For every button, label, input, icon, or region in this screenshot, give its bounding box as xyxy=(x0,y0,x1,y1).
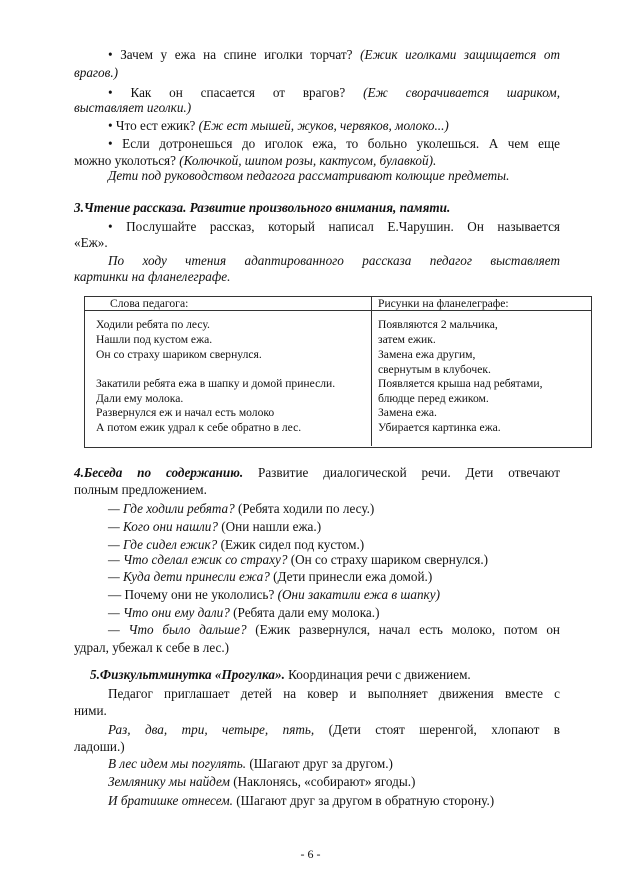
page-number: - 6 - xyxy=(300,847,321,861)
table-column-divider xyxy=(371,296,372,446)
intro-line xyxy=(74,99,560,116)
conversation-line xyxy=(108,685,560,702)
intro-line xyxy=(74,234,560,251)
conversation-line xyxy=(74,738,560,755)
conversation-line xyxy=(108,773,560,790)
text-run: Координация речи с движением. xyxy=(284,667,471,682)
text-run: В лес идем мы погулять. xyxy=(108,756,250,771)
table-cell: Убирается картинка ежа. xyxy=(378,421,501,434)
text-run: (Ребята ходили по лесу.) xyxy=(238,501,375,516)
text-run: • Если дотронешься до иголок ежа, то больно уколешься. А чем еще xyxy=(108,136,560,151)
conversation-line xyxy=(74,639,560,656)
text-run: (Колючкой, шипом розы, кактусом, булавкой). xyxy=(179,153,437,168)
text-run: (Они закатили ежа в шапку) xyxy=(277,587,440,602)
table-cell: А потом ежик удрал к себе обратно в лес. xyxy=(96,421,302,434)
text-run: • Что ест ежик? xyxy=(108,118,199,133)
text-run: «Еж». xyxy=(74,235,108,250)
text-run: Дети под руководством педагога рассматривают колющие предметы. xyxy=(108,168,510,183)
conversation-line xyxy=(108,721,560,738)
table-cell: Нашли под кустом ежа. xyxy=(96,333,213,346)
text-run: (Еж ест мышей, жуков, червяков, молоко...) xyxy=(198,118,449,133)
text-run: Педагог приглашает детей на ковер и выполняет движения вместе с xyxy=(108,686,560,701)
intro-line xyxy=(108,252,560,269)
table-cell: Замена ежа. xyxy=(378,406,437,419)
text-run: — Что они ему дали? xyxy=(108,605,234,620)
table-cell: Ходили ребята по лесу. xyxy=(96,318,210,331)
text-run: • Как он спасается от врагов? xyxy=(108,85,364,100)
table-header-teacher: Слова педагога: xyxy=(110,297,189,310)
text-run: — Где сидел ежик? xyxy=(108,537,221,552)
table-cell: Развернулся еж и начал есть молоко xyxy=(96,406,275,419)
text-run: — Кого они нашли? xyxy=(108,519,222,534)
text-run: (Ежик развернулся, начал есть молоко, потом он xyxy=(255,622,560,637)
table-cell: блюдце перед ежиком. xyxy=(378,392,489,405)
conversation-line xyxy=(74,702,560,719)
text-run: • Послушайте рассказ, который написал Е.Чарушин. Он называется xyxy=(108,219,560,234)
intro-line xyxy=(108,135,560,152)
text-run: — Почему они не укололись? xyxy=(108,587,278,602)
text-run: врагов.) xyxy=(74,65,119,80)
table-header-board: Рисунки на фланелеграфе: xyxy=(378,297,509,310)
intro-line xyxy=(74,268,560,285)
text-run: • Зачем у ежа на спине иголки торчат? xyxy=(108,47,361,62)
text-run: картинки на фланелеграфе. xyxy=(74,269,231,284)
text-run: выставляет иголки.) xyxy=(74,100,192,115)
intro-line xyxy=(108,117,560,134)
text-run: (Шагают друг за другом в обратную сторону.) xyxy=(236,793,495,808)
text-run: 5.Физкультминутка «Прогулка». xyxy=(90,667,285,682)
intro-line xyxy=(74,199,560,216)
conversation-line xyxy=(108,551,560,568)
table-cell: Закатили ребята ежа в шапку и домой принесли. xyxy=(96,377,336,390)
intro-line xyxy=(74,64,560,81)
conversation-line xyxy=(108,604,560,621)
text-run: ладоши.) xyxy=(74,739,125,754)
conversation-line xyxy=(108,568,560,585)
conversation-line xyxy=(74,481,560,498)
table-cell: затем ежик. xyxy=(378,333,436,346)
text-run: И братишке отнесем. xyxy=(108,793,237,808)
text-run: (Еж сворачивается шариком, xyxy=(363,85,560,100)
conversation-line xyxy=(90,666,560,683)
intro-line xyxy=(108,167,560,184)
text-run: По ходу чтения адаптированного рассказа педагог выставляет xyxy=(108,253,560,268)
conversation-line xyxy=(108,755,560,772)
text-run: ними. xyxy=(74,703,107,718)
text-run: 3.Чтение рассказа. Развитие произвольного внимания, памяти. xyxy=(74,200,451,215)
conversation-line xyxy=(108,586,560,603)
text-run: 4.Беседа по содержанию. xyxy=(74,465,244,480)
conversation-line xyxy=(108,500,560,517)
intro-line xyxy=(108,46,560,63)
table-cell: Дали ему молока. xyxy=(96,392,184,405)
table-cell: свернутым в клубочек. xyxy=(378,363,491,376)
text-run: (Шагают друг за другом.) xyxy=(249,756,393,771)
intro-line xyxy=(108,218,560,235)
text-run: (Ежик сидел под кустом.) xyxy=(220,537,365,552)
table-cell: Появляются 2 мальчика, xyxy=(378,318,498,331)
text-run: Землянику мы найдем xyxy=(108,774,234,789)
text-run: (Дети стоят шеренгой, хлопают в xyxy=(328,722,560,737)
table-cell: Он со страху шариком свернулся. xyxy=(96,348,262,361)
text-run: (Они нашли ежа.) xyxy=(221,519,322,534)
text-run: (Он со страху шариком свернулся.) xyxy=(290,552,489,567)
table-cell: Замена ежа другим, xyxy=(378,348,476,361)
text-run: (Ежик иголками защищается от xyxy=(360,47,560,62)
text-run: — Что было дальше? xyxy=(108,622,256,637)
text-run: (Ребята дали ему молока.) xyxy=(233,605,380,620)
conversation-line xyxy=(108,792,560,809)
text-run: полным предложением. xyxy=(74,482,207,497)
text-run: Развитие диалогической речи. Дети отвечают xyxy=(243,465,560,480)
text-run: (Наклонясь, «собирают» ягоды.) xyxy=(233,774,416,789)
text-run: удрал, убежал к себе в лес.) xyxy=(74,640,230,655)
text-run: — Куда дети принесли ежа? xyxy=(108,569,274,584)
text-run: Раз, два, три, четыре, пять, xyxy=(108,722,329,737)
conversation-line xyxy=(108,621,560,638)
text-run: — Где ходили ребята? xyxy=(108,501,238,516)
text-run: — Что сделал ежик со страху? xyxy=(108,552,291,567)
conversation-line xyxy=(74,464,560,481)
table-cell: Появляется крыша над ребятами, xyxy=(378,377,543,390)
text-run: можно уколоться? xyxy=(74,153,180,168)
conversation-line xyxy=(108,518,560,535)
text-run: (Дети принесли ежа домой.) xyxy=(273,569,433,584)
